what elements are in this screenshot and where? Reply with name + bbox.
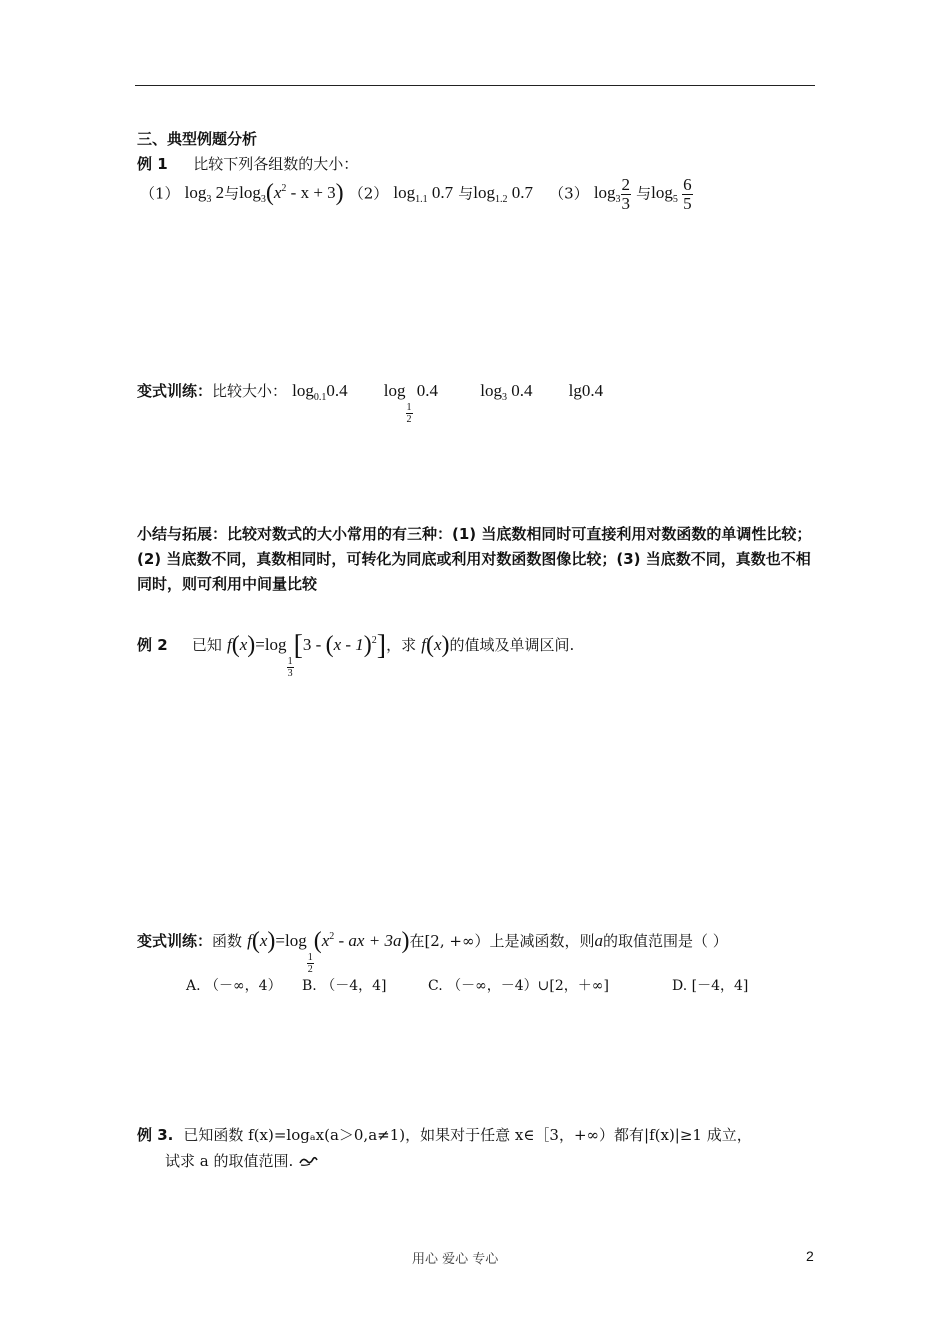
item1-expr: $\log_3 2$: [184, 183, 225, 206]
variant1-text: 比较大小：: [212, 382, 288, 400]
example2-label: 例 2: [137, 636, 168, 654]
option-c: C. （－∞，－4）∪[2，＋∞]: [428, 978, 609, 994]
option-a: A. （－∞，4）: [186, 978, 282, 994]
variant2-line: [137, 928, 728, 975]
example3-label: 例 3.: [137, 1126, 174, 1144]
example2-formula: f(x)=log $\frac{1}{3}$ [3 - (x - 1)$^2$]: [226, 630, 387, 679]
header-rule: [135, 85, 815, 86]
variant2-formula: f(x)=log $\frac{1}{2}$ ($x^2$ - ax + 3a): [247, 928, 410, 975]
example3-text1: 已知函数 f(x)=logₐx(a＞0,a≠1)，如果对于任意 x∈［3，+∞）都有|f(x)|≥1 成立，: [183, 1126, 752, 1144]
item3-expr: $\log_3$ $\frac{2}{3}$: [593, 175, 631, 213]
example2-line: [137, 630, 574, 679]
section-title: 三、典型例题分析: [137, 130, 258, 148]
item3-expr-b: $\log_5$ $\frac{6}{5}$: [651, 175, 692, 213]
variant1-term2: log $\frac{1}{2}$ 0.4: [383, 381, 439, 425]
variant2-pre: 函数: [212, 932, 243, 950]
example2-f: f(x): [421, 632, 450, 658]
item1-joiner: 与: [224, 184, 240, 203]
option-d: D. [－4，4]: [672, 978, 749, 994]
example2-mid: ，求: [386, 636, 417, 654]
variant2-post2: 的取值范围是（ ）: [602, 932, 728, 950]
summary-paragraph: 小结与拓展：比较对数式的大小常用的有三种：(1) 当底数相同时可直接利用对数函数的单调性比较；(2) 当底数不同，真数相同时，可转化为同底或利用对数函数图像比较；(3) 当底数不同，真数也不相同时，则可利用中间量比较: [137, 525, 812, 593]
variant1-term1: $\log_{0.1}0.4$: [292, 381, 348, 403]
item2-joiner: 与: [458, 184, 474, 203]
example3-text2: 试求 a 的取值范围.: [165, 1152, 294, 1170]
page-number: 2: [806, 1248, 814, 1264]
variant2-a: a: [594, 931, 603, 950]
item3-joiner: 与: [636, 184, 652, 203]
example1-label: 例 1: [137, 155, 168, 173]
example2-post: 的值域及单调区间.: [449, 636, 575, 654]
example3-line2: [137, 1148, 752, 1174]
example3-line1: [137, 1122, 752, 1148]
variant2-post: 在[2, +∞）上是减函数，则: [409, 932, 595, 950]
item2-expr: $\log_{1.1} 0.7$: [393, 183, 454, 206]
example3-block: [137, 1122, 752, 1174]
example1-items: [140, 176, 693, 213]
example2-pre: 已知: [191, 636, 222, 654]
variant1-term4: lg0.4: [568, 381, 604, 400]
footer-motto: 用心 爱心 专心: [412, 1252, 499, 1267]
example1-text: 比较下列各组数的大小：: [193, 155, 359, 173]
option-b: B. （－4，4]: [302, 978, 387, 994]
variant1-label: 变式训练：: [137, 382, 213, 400]
decorative-mark-icon: [298, 1155, 318, 1167]
item1-expr-b: $\log_3(x^2 - x + 3)$: [239, 180, 344, 207]
variant1-term3: $\log_3 0.4$: [480, 381, 533, 403]
item2-number: （2）: [348, 184, 389, 203]
variant2-label: 变式训练：: [137, 932, 213, 950]
example1-line: [137, 153, 358, 174]
item3-number: （3）: [549, 184, 589, 203]
item2-expr-b: $\log_{1.2} 0.7$: [473, 183, 533, 206]
item1-number: （1）: [140, 184, 180, 203]
variant1-line: [137, 380, 603, 425]
